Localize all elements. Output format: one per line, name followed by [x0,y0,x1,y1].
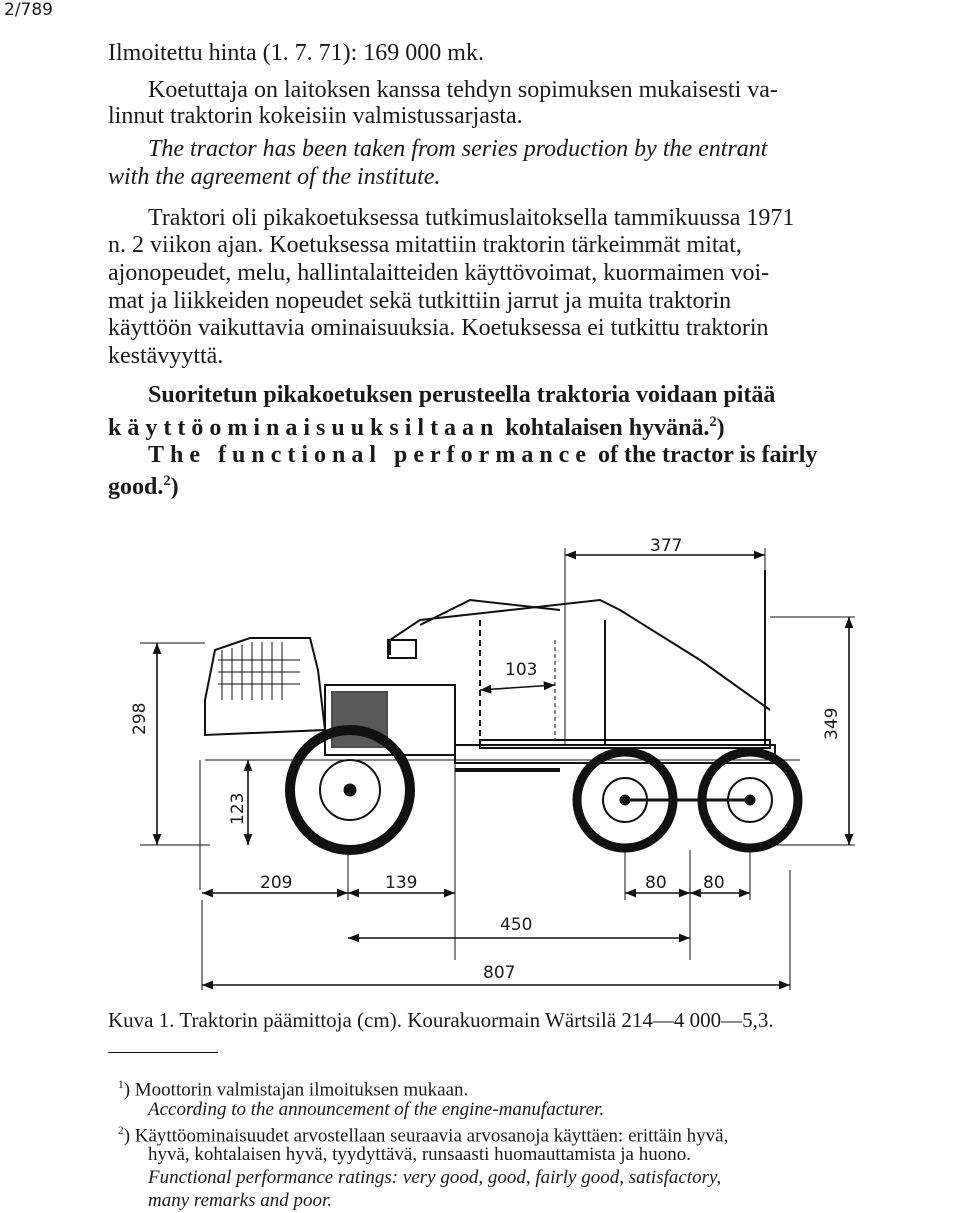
selection-en-line-2: with the agreement of the institute. [108,164,441,190]
crane-boom [390,600,770,710]
footnote-2-en-line-2: many remarks and poor. [148,1190,333,1211]
footnote-1-en: According to the announcement of the engine-manufacturer. [148,1099,605,1120]
footnote-2-en-line-1: Functional performance ratings: very good, good, fairly good, satisfactory, [148,1167,722,1188]
test-paragraph-line-1: Traktori oli pikakoetuksessa tutkimuslaitoksella tammikuussa 1971 [148,205,795,231]
cab-frame [205,638,325,735]
dim-label-209: 209 [260,873,293,893]
dim-label-298: 298 [130,702,150,735]
conclusion-close-paren: ) [716,415,725,441]
conclusion-footnote-ref: 2 [709,414,717,430]
dim-label-377: 377 [650,536,683,556]
footnote-rule [108,1052,218,1053]
cab-grille [218,642,300,700]
conclusion-en-close-paren: ) [170,474,179,500]
test-paragraph-line-6: kestävyyttä. [108,343,224,369]
conclusion-en-spaced-term: The functional performance [148,442,592,468]
dim-label-139: 139 [385,873,418,893]
footnote-1-text: ) Moottorin valmistajan ilmoituksen mukaan. [123,1079,469,1101]
figure-caption: Kuva 1. Traktorin päämittoja (cm). Kourakuormain Wärtsilä 214—4 000—5,3. [108,1008,774,1032]
selection-en-line-1: The tractor has been taken from series production by the entrant [148,136,768,162]
footnote-1-marker: 1 [118,1079,124,1091]
dim-label-349: 349 [822,707,842,740]
tractor-outline [205,570,775,763]
dim-label-80-left: 80 [645,873,667,893]
dim-label-80-right: 80 [703,873,725,893]
conclusion-en-footnote-ref: 2 [163,473,171,489]
conclusion-en-rest: of the tractor is fairly [597,442,818,468]
footnote-2-line-1: ) Käyttöominaisuudet arvostellaan seuraavia arvosanoja käyttäen: erittäin hyvä, [123,1125,729,1147]
test-paragraph-line-4: mat ja liikkeiden nopeudet sekä tutkittiin jarrut ja muita traktorin [108,288,732,314]
dim-label-807: 807 [483,963,516,983]
conclusion-en-good: good. [108,474,164,500]
front-wheel-hub [344,784,356,796]
crane-base [388,640,416,658]
selection-line-1: Koetuttaja on laitoksen kanssa tehdyn sopimuksen mukaisesti va- [148,77,778,103]
test-paragraph-line-3: ajonopeudet, melu, hallintalaitteiden käyttövoimat, kuormaimen voi- [108,260,770,286]
conclusion-line-1: Suoritetun pikakoetuksen perusteella traktoria voidaan pitää [148,382,776,408]
test-paragraph-line-5: käyttöön vaikuttavia ominaisuuksia. Koetuksessa ei tutkittu traktorin [108,315,769,341]
selection-line-2: linnut traktorin kokeisiin valmistussarjasta. [108,103,523,129]
dim-label-103: 103 [505,660,538,680]
dim-label-450: 450 [500,915,533,935]
test-paragraph-line-2: n. 2 viikon ajan. Koetuksessa mitattiin traktorin tärkeimmät mitat, [108,232,742,258]
dim-103-line [480,685,555,690]
price-line: Ilmoitettu hinta (1. 7. 71): 169 000 mk. [108,40,484,66]
dim-label-123: 123 [228,792,248,825]
page-number: 2/789 [4,0,53,20]
footnote-2-line-2: hyvä, kohtalaisen hyvä, tyydyttävä, runsaasti huomauttamista ja huono. [148,1144,691,1165]
footnote-2-marker: 2 [118,1125,124,1137]
conclusion-rating: kohtalaisen hyvänä. [505,415,710,441]
conclusion-spaced-term: käyttöominaisuuksiltaan [108,415,500,441]
